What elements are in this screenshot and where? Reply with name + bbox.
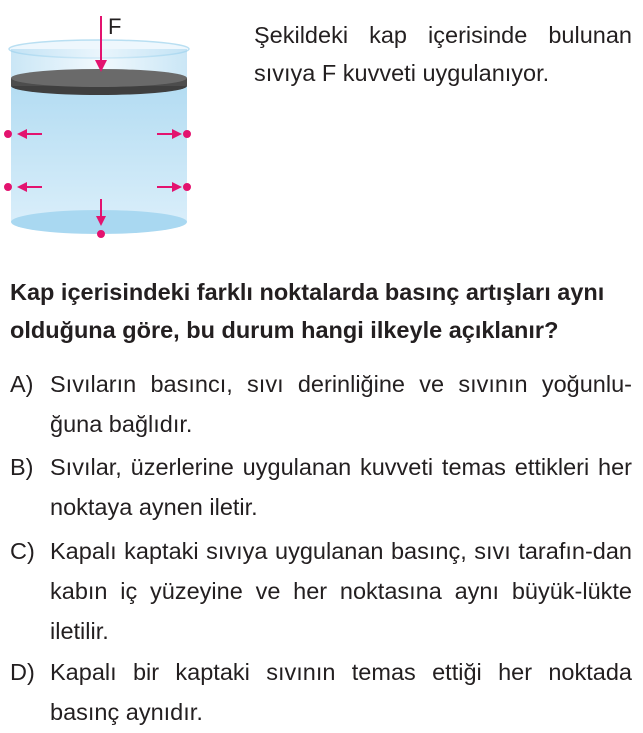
piston-top: [11, 69, 187, 87]
liquid-body: [11, 84, 187, 222]
option-c[interactable]: [10, 531, 635, 651]
option-d-letter: D): [10, 659, 35, 685]
option-a[interactable]: [10, 364, 635, 444]
option-a-text: Sıvıların basıncı, sıvı derinliğine ve sıvının yoğunlu-ğuna bağlıdır.: [50, 371, 632, 437]
option-d[interactable]: [10, 652, 635, 732]
force-label: F: [108, 14, 122, 39]
container-figure: [0, 0, 215, 245]
option-d-text: Kapalı bir kaptaki sıvının temas ettiği her noktada basınç aynıdır.: [50, 659, 632, 725]
option-b-text: Sıvılar, üzerlerine uygulanan kuvveti temas ettikleri her noktaya aynen iletir.: [50, 454, 632, 520]
option-a-letter: A): [10, 371, 34, 397]
option-b-letter: B): [10, 454, 34, 480]
intro-text: Şekildeki kap içerisinde bulunan sıvıya F kuvveti uygulanıyor.: [254, 22, 632, 86]
option-c-letter: C): [10, 538, 35, 564]
question-text: Kap içerisindeki farklı noktalarda basınç artışları aynı olduğuna göre, bu durum hangi ilkeyle açıklanır?: [10, 279, 605, 343]
pressure-vessel-illustration: [0, 0, 215, 245]
option-c-text: Kapalı kaptaki sıvıya uygulanan basınç, sıvı tarafın-dan kabın iç yüzeyine ve her noktasına aynı büyük-lükte iletilir.: [50, 538, 632, 644]
option-b[interactable]: [10, 447, 635, 527]
